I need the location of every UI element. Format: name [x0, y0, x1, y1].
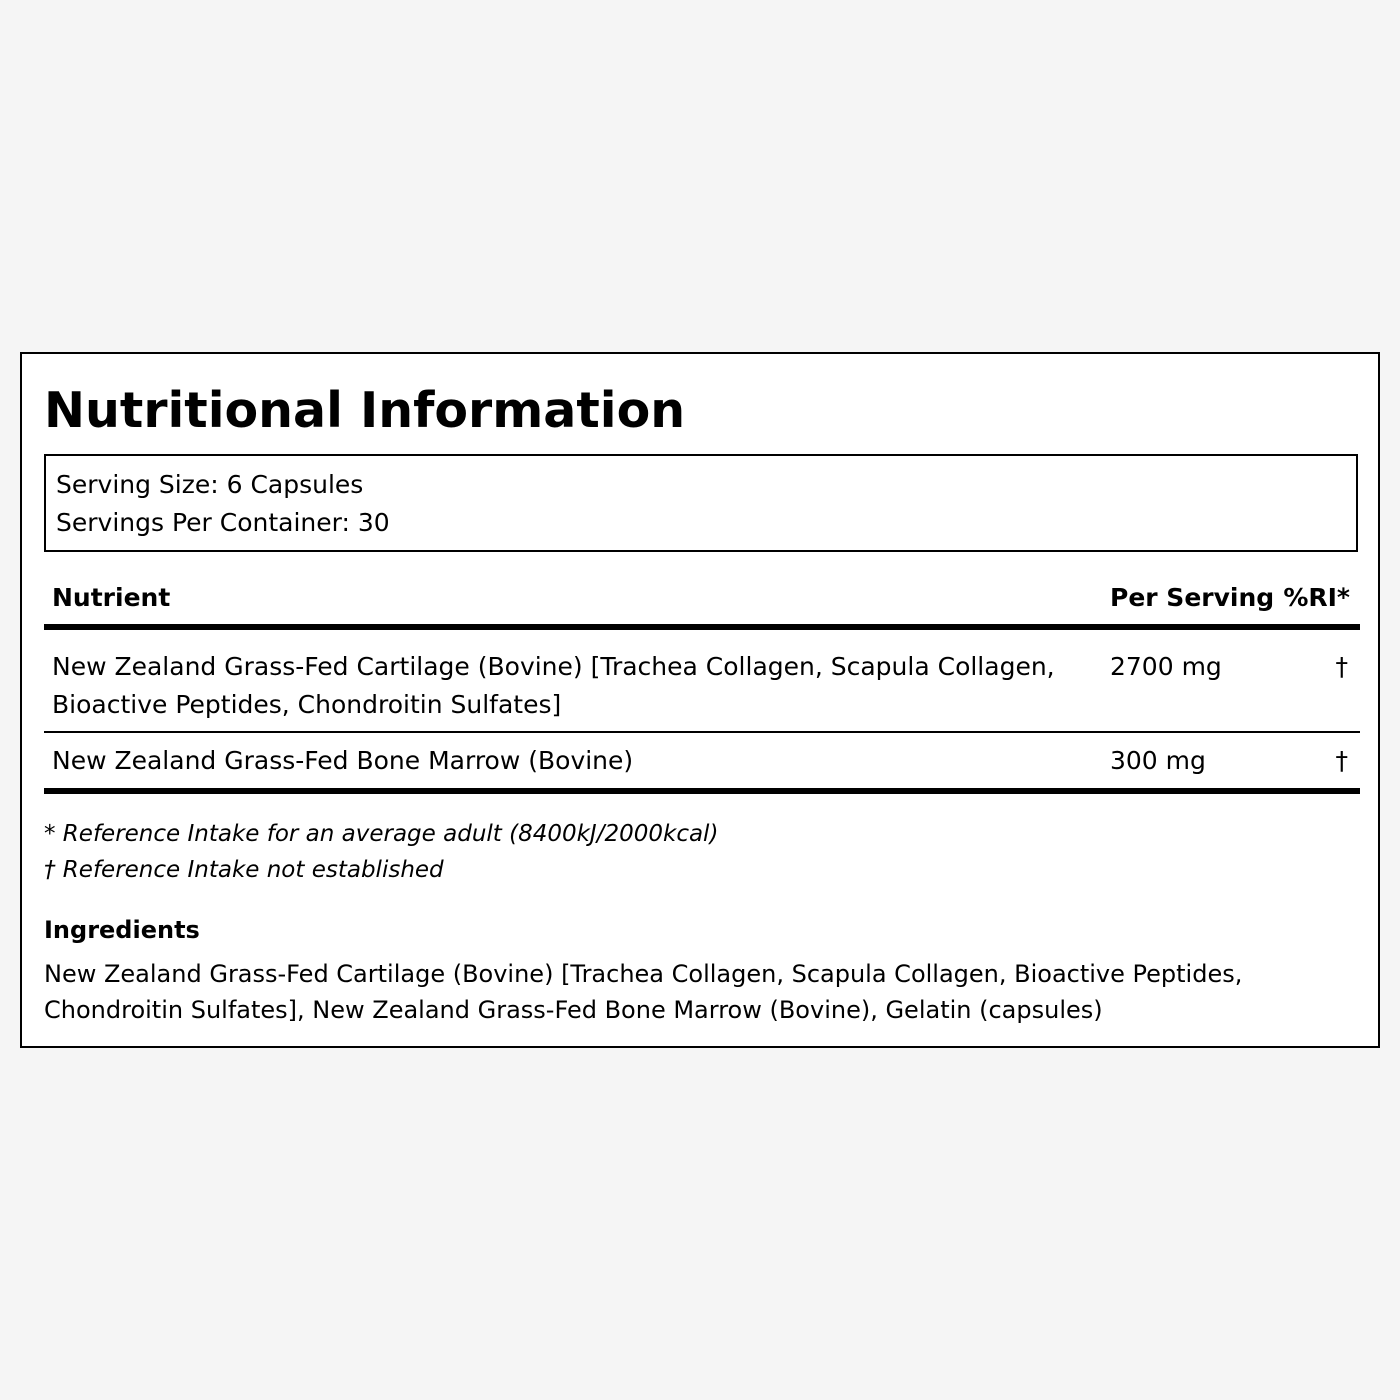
footnote-not-established: † Reference Intake not established — [44, 857, 444, 883]
column-header-ri: %RI* — [1283, 583, 1350, 612]
column-header-per-serving: Per Serving — [1110, 583, 1275, 612]
ingredients-text: New Zealand Grass-Fed Cartilage (Bovine) [Trachea Collagen, Scapula Collagen, Bioactive Peptides, Chondroitin Sulfates], New Zealand Grass-Fed Bone Marrow (Bovine), Gelatin (capsules) — [44, 960, 1243, 1024]
nutrition-panel — [20, 352, 1380, 1048]
nutrient-amount: 2700 mg — [1110, 652, 1222, 681]
nutrient-amount: 300 mg — [1110, 746, 1206, 775]
serving-info-box — [44, 454, 1358, 552]
nutrient-ri: † — [1335, 652, 1348, 681]
table-bottom-divider — [44, 788, 1360, 794]
servings-per-container: Servings Per Container: 30 — [56, 508, 390, 537]
row-divider — [44, 731, 1360, 733]
serving-size: Serving Size: 6 Capsules — [56, 470, 364, 499]
column-header-nutrient: Nutrient — [52, 583, 171, 612]
header-divider — [44, 624, 1360, 630]
panel-title: Nutritional Information — [44, 382, 686, 439]
ingredients-heading: Ingredients — [44, 916, 200, 944]
nutrient-name: New Zealand Grass-Fed Cartilage (Bovine) [Trachea Collagen, Scapula Collagen, Bioactive Peptides, Chondroitin Sulfates] — [52, 652, 1055, 719]
nutrient-ri: † — [1335, 746, 1348, 775]
footnote-reference-intake: * Reference Intake for an average adult (8400kJ/2000kcal) — [44, 821, 719, 847]
nutrient-name: New Zealand Grass-Fed Bone Marrow (Bovine) — [52, 746, 634, 775]
